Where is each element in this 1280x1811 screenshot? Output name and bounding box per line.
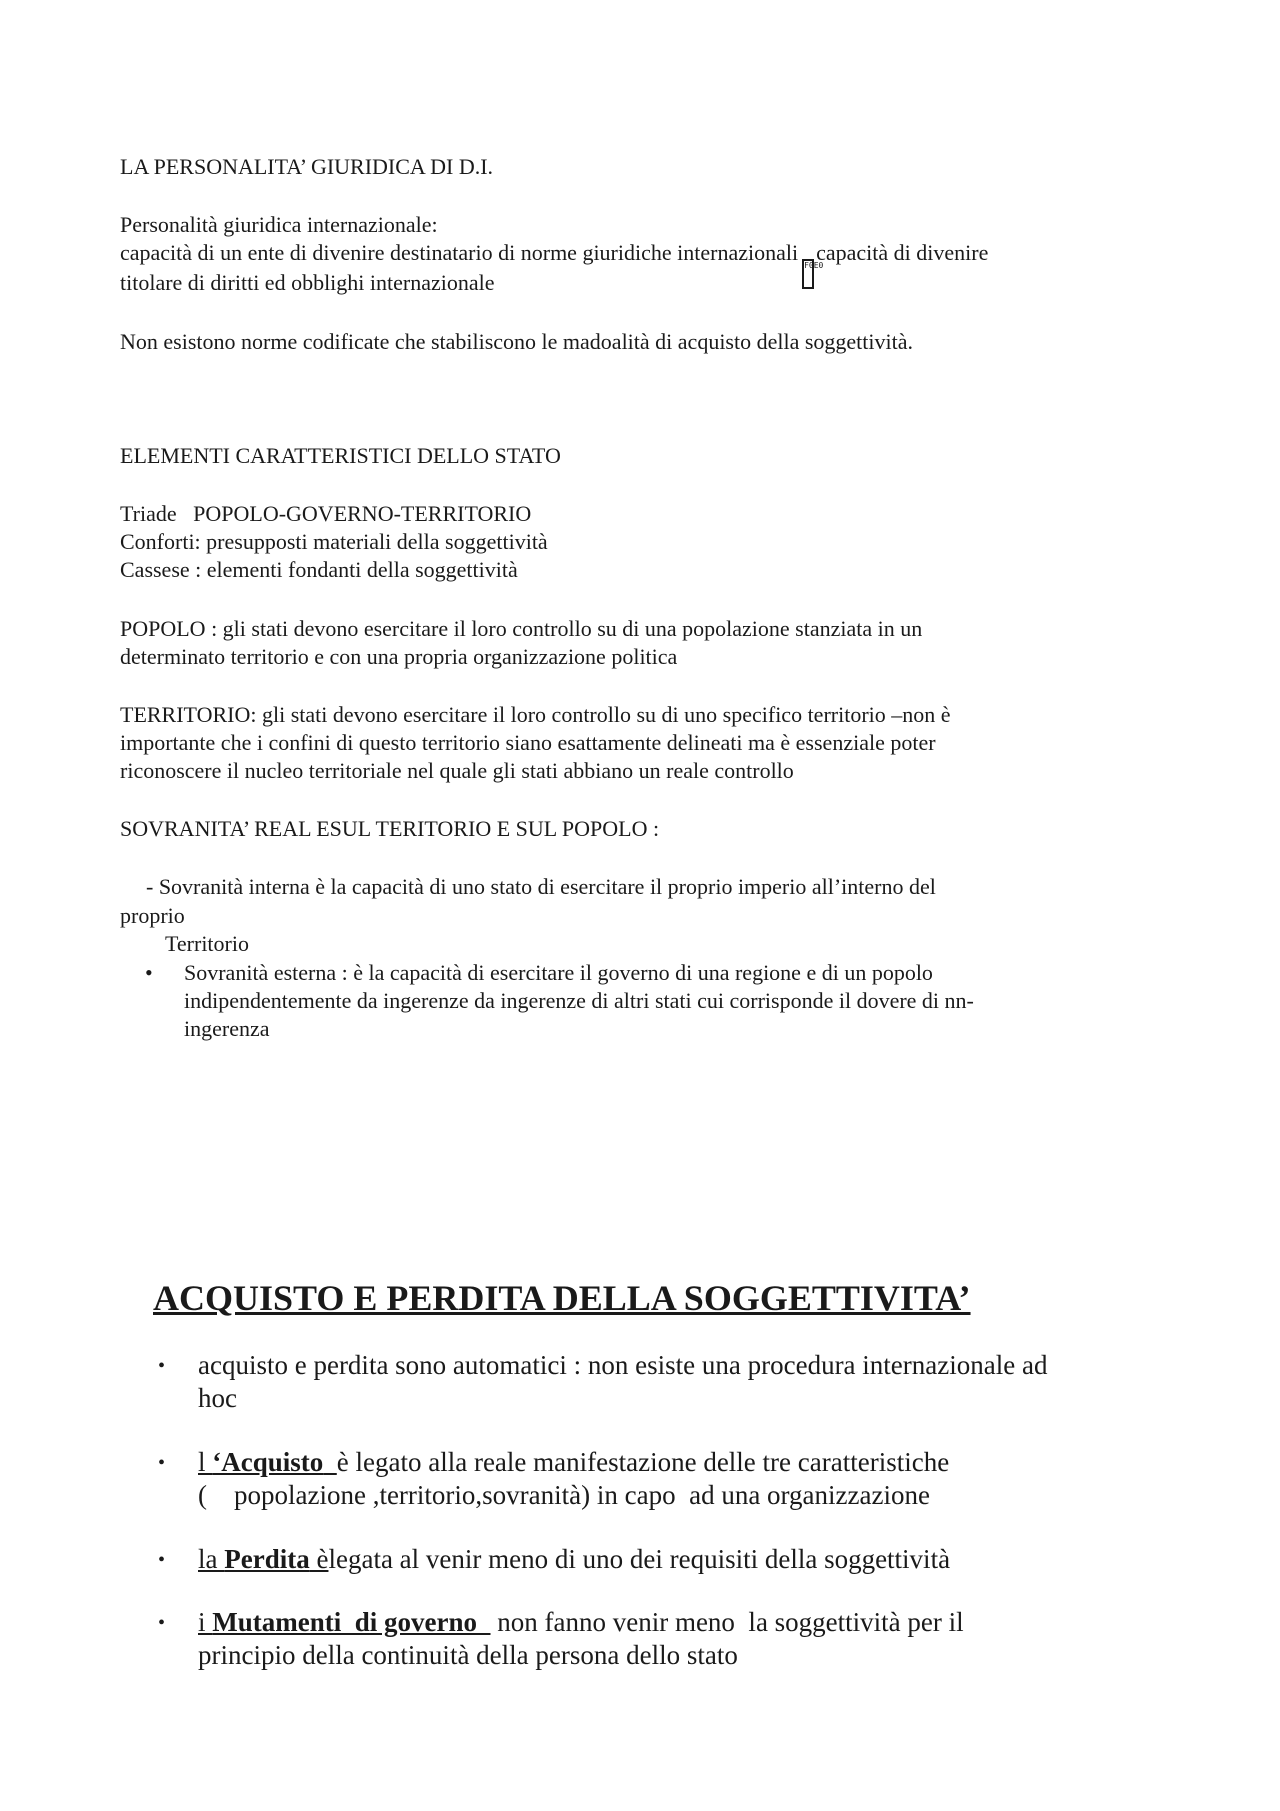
acquisto-rest: è legato alla reale manifestazione delle tre caratteristiche	[336, 1447, 950, 1477]
definition-label: Personalità giuridica internazionale:	[120, 212, 438, 237]
popolo-line-2: determinato territorio e con una propria organizzazione politica	[120, 644, 678, 669]
perdita-term: Perdita	[224, 1544, 310, 1574]
section-title-elementi: ELEMENTI CARATTERISTICI DELLO STATO	[120, 443, 561, 468]
perdita-prefix: la	[198, 1544, 225, 1574]
bullet-2: •	[158, 1452, 166, 1474]
bullet-2-line-1	[198, 1446, 949, 1479]
perdita-rest: legata al venir meno di uno dei requisiti della soggettività	[328, 1544, 951, 1574]
mutamenti-term: Mutamenti di governo	[212, 1607, 477, 1637]
note-line: Non esistono norme codificate che stabiliscono le madoalità di acquisto della soggettività.	[120, 329, 914, 354]
bullet-1: •	[158, 1355, 166, 1377]
mutamenti-prefix: i	[198, 1607, 213, 1637]
perdita-mid: è	[309, 1544, 329, 1574]
territorio-line-2: importante che i confini di questo territorio siano esattamente delineati ma è essenziale poter	[120, 730, 936, 755]
sovranita-title: SOVRANITA’ REAL ESUL TERITORIO E SUL POPOLO :	[120, 816, 660, 841]
bullet-4: •	[158, 1612, 166, 1634]
definition-text-b: capacità di divenire	[816, 240, 989, 265]
popolo-line-1: POPOLO : gli stati devono esercitare il loro controllo su di una popolazione stanziata in un	[120, 616, 923, 641]
territorio-line-1: TERRITORIO: gli stati devono esercitare il loro controllo su di uno specifico territorio –non è	[120, 702, 951, 727]
definition-line-2: titolare di diritti ed obblighi internazionale	[120, 270, 495, 295]
mutamenti-gap	[477, 1607, 491, 1637]
bullet-3: •	[158, 1549, 166, 1571]
interna-line-2: proprio	[120, 903, 185, 928]
esterna-line-3: ingerenza	[184, 1016, 270, 1041]
triade-line: Triade POPOLO-GOVERNO-TERRITORIO	[120, 501, 532, 526]
missing-glyph-icon: F0E0	[802, 259, 814, 289]
acquisto-term: ‘Acquisto	[212, 1447, 324, 1477]
acquisto-gap	[323, 1447, 337, 1477]
bullet-2-line-2: ( popolazione ,territorio,sovranità) in capo ad una organizzazione	[198, 1480, 930, 1510]
interna-line-1: - Sovranità interna è la capacità di uno stato di esercitare il proprio imperio all’interno del	[146, 874, 936, 899]
esterna-line-1: Sovranità esterna : è la capacità di esercitare il governo di una regione e di un popolo	[184, 960, 933, 985]
bullet-3-line-1	[198, 1543, 950, 1576]
bullet-4-line-2: principio della continuità della persona dello stato	[198, 1640, 738, 1670]
bullet-4-line-1	[198, 1606, 964, 1639]
acquisto-prefix: l	[198, 1447, 213, 1477]
section-title-personalita: LA PERSONALITA’ GIURIDICA DI D.I.	[120, 154, 494, 179]
definition-text-a: capacità di un ente di divenire destinatario di norme giuridiche internazionali	[120, 240, 799, 265]
cassese-line: Cassese : elementi fondanti della soggettività	[120, 557, 518, 582]
section-title-acquisto: ACQUISTO E PERDITA DELLA SOGGETTIVITA’	[153, 1278, 971, 1318]
territorio-line-3: riconoscere il nucleo territoriale nel quale gli stati abbiano un reale controllo	[120, 758, 794, 783]
bullet-esterna: •	[145, 960, 153, 985]
mutamenti-rest: non fanno venir meno la soggettività per il	[490, 1607, 964, 1637]
conforti-line: Conforti: presupposti materiali della soggettività	[120, 529, 548, 554]
interna-line-3: Territorio	[165, 931, 249, 956]
bullet-1-line-1: acquisto e perdita sono automatici : non esiste una procedura internazionale ad	[198, 1350, 1048, 1380]
bullet-1-line-2: hoc	[198, 1383, 237, 1413]
esterna-line-2: indipendentemente da ingerenze da ingerenze di altri stati cui corrisponde il dovere di nn-	[184, 988, 974, 1013]
